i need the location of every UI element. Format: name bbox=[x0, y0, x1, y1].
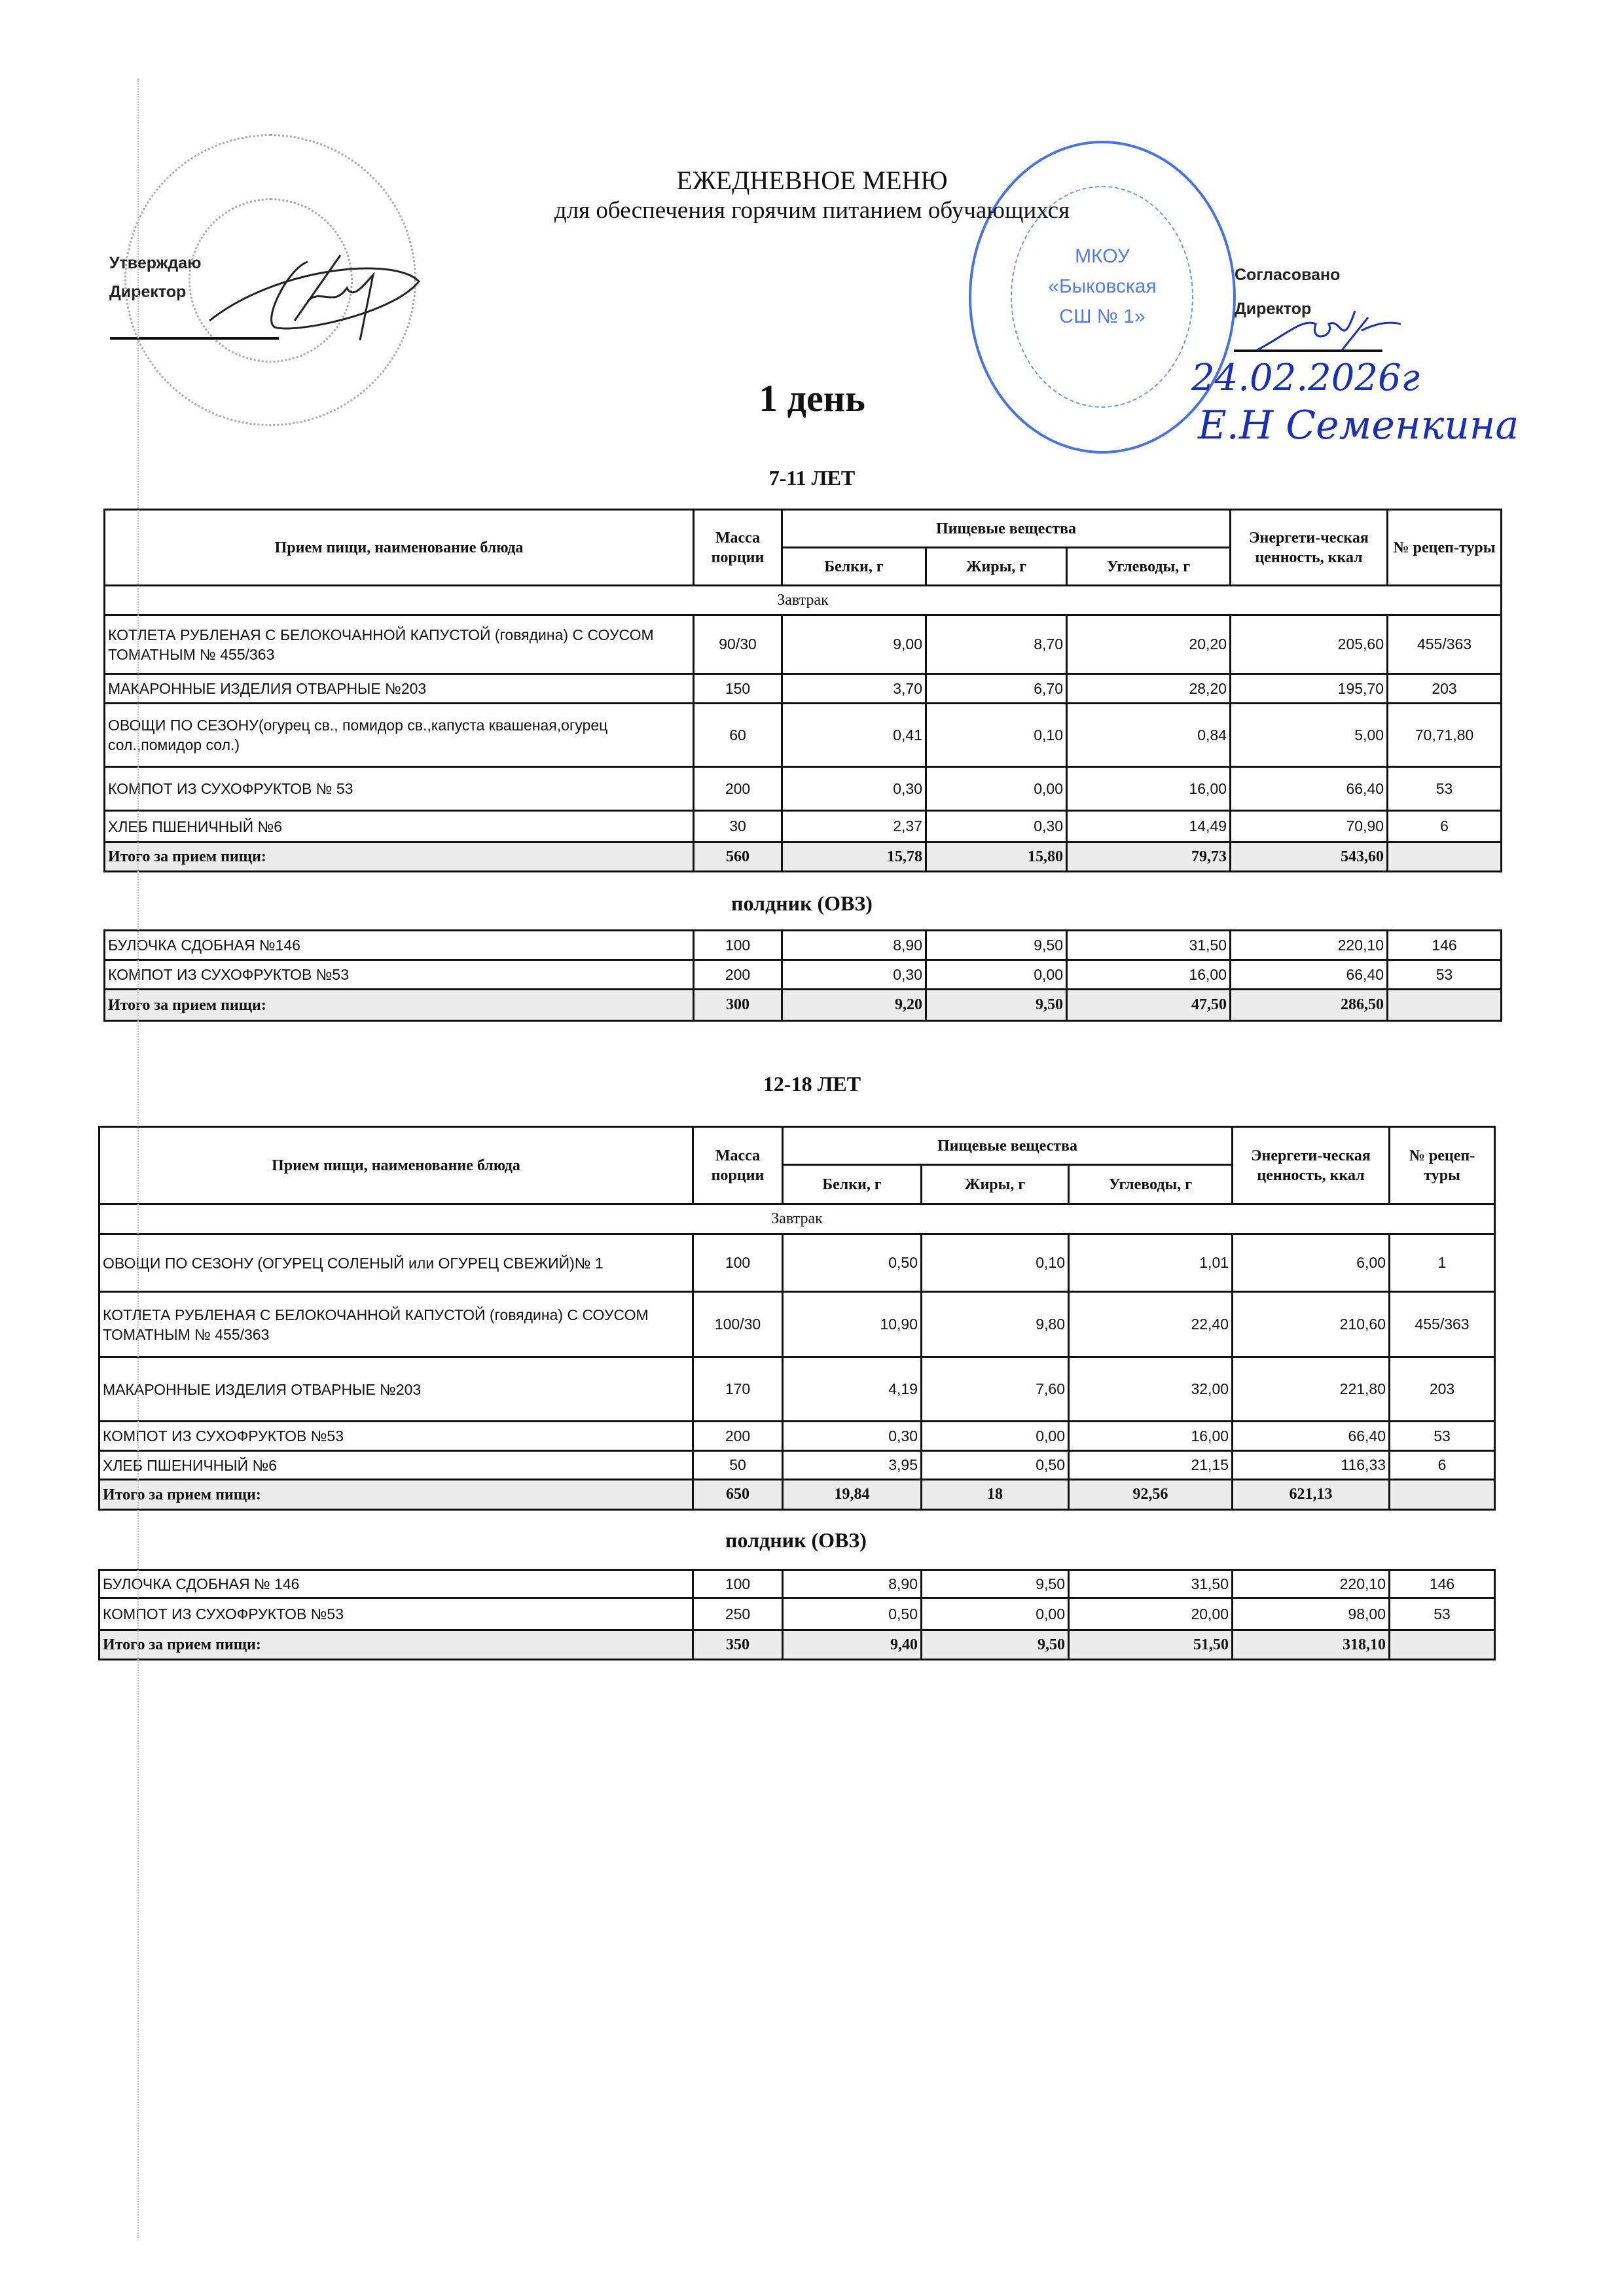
dish-recipe: 146 bbox=[1388, 931, 1502, 960]
dish-energy: 66,40 bbox=[1231, 960, 1388, 990]
dish-fat: 0,00 bbox=[926, 960, 1067, 990]
signature-right-icon bbox=[1244, 304, 1407, 357]
total-protein: 15,78 bbox=[782, 842, 926, 872]
dish-carbs: 32,00 bbox=[1069, 1357, 1233, 1422]
total-label: Итого за прием пищи: bbox=[99, 1480, 693, 1510]
dish-fat: 0,10 bbox=[922, 1234, 1069, 1292]
col-header-mass: Масса порции bbox=[693, 1127, 783, 1204]
dish-fat: 9,80 bbox=[922, 1292, 1069, 1357]
total-recipe bbox=[1388, 990, 1502, 1021]
total-label: Итого за прием пищи: bbox=[105, 990, 694, 1021]
total-label: Итого за прием пищи: bbox=[99, 1630, 693, 1660]
dish-mass: 100 bbox=[693, 1234, 783, 1292]
total-fat: 9,50 bbox=[926, 990, 1067, 1021]
dish-recipe: 70,71,80 bbox=[1388, 704, 1502, 767]
dish-protein: 4,19 bbox=[783, 1357, 922, 1422]
dish-fat: 8,70 bbox=[926, 615, 1067, 674]
dish-recipe: 53 bbox=[1390, 1598, 1495, 1630]
dish-protein: 0,50 bbox=[783, 1234, 922, 1292]
dish-energy: 6,00 bbox=[1233, 1234, 1390, 1292]
dish-energy: 195,70 bbox=[1231, 674, 1388, 704]
snack-table-7-11 bbox=[103, 929, 1502, 1022]
meal-section-breakfast: Завтрак bbox=[105, 586, 1502, 615]
dish-protein: 0,30 bbox=[782, 960, 926, 990]
dish-protein: 9,00 bbox=[782, 615, 926, 674]
table-total-row bbox=[99, 1630, 1495, 1660]
dish-energy: 205,60 bbox=[1231, 615, 1388, 674]
stamp-line-3: СШ № 1» bbox=[1059, 306, 1146, 327]
dish-mass: 60 bbox=[694, 704, 782, 767]
dish-name: ХЛЕБ ПШЕНИЧНЫЙ №6 bbox=[105, 811, 694, 842]
day-heading: 1 день bbox=[759, 377, 865, 420]
dish-mass: 100 bbox=[693, 1570, 783, 1598]
table-row bbox=[105, 767, 1502, 811]
dish-mass: 100/30 bbox=[693, 1292, 783, 1357]
dish-mass: 170 bbox=[693, 1357, 783, 1422]
document-subtitle: для обеспечения горячим питанием обучающихся bbox=[554, 197, 1070, 224]
dish-recipe: 203 bbox=[1388, 674, 1502, 704]
dish-carbs: 20,20 bbox=[1067, 615, 1231, 674]
dish-recipe: 53 bbox=[1390, 1422, 1495, 1451]
dish-fat: 0,00 bbox=[922, 1422, 1069, 1451]
dish-fat: 9,50 bbox=[922, 1570, 1069, 1598]
dish-mass: 150 bbox=[694, 674, 782, 704]
table-row bbox=[105, 704, 1502, 767]
table-row bbox=[105, 674, 1502, 704]
total-protein: 9,40 bbox=[783, 1630, 922, 1660]
total-mass: 560 bbox=[694, 842, 782, 872]
dish-recipe: 53 bbox=[1388, 767, 1502, 811]
col-header-name: Прием пищи, наименование блюда bbox=[105, 510, 694, 586]
agreed-role: Директор bbox=[1235, 300, 1312, 318]
dish-fat: 0,00 bbox=[922, 1598, 1069, 1630]
dish-protein: 0,30 bbox=[783, 1422, 922, 1451]
total-energy: 318,10 bbox=[1233, 1630, 1390, 1660]
col-header-energy: Энергети-ческая ценность, ккал bbox=[1233, 1127, 1390, 1204]
total-recipe bbox=[1390, 1480, 1495, 1510]
dish-recipe: 455/363 bbox=[1390, 1292, 1495, 1357]
col-header-carbs: Углеводы, г bbox=[1069, 1165, 1233, 1204]
col-header-mass: Масса порции bbox=[694, 510, 782, 586]
dish-name: БУЛОЧКА СДОБНАЯ № 146 bbox=[99, 1570, 693, 1598]
total-fat: 18 bbox=[922, 1480, 1069, 1510]
dish-carbs: 16,00 bbox=[1067, 767, 1231, 811]
dish-energy: 98,00 bbox=[1233, 1598, 1390, 1630]
total-label: Итого за прием пищи: bbox=[105, 842, 694, 872]
total-recipe bbox=[1388, 842, 1502, 872]
dish-energy: 66,40 bbox=[1233, 1422, 1390, 1451]
dish-name: КОМПОТ ИЗ СУХОФРУКТОВ №53 bbox=[99, 1598, 693, 1630]
table-total-row bbox=[99, 1480, 1495, 1510]
dish-protein: 10,90 bbox=[783, 1292, 922, 1357]
total-energy: 286,50 bbox=[1231, 990, 1388, 1021]
dish-mass: 200 bbox=[693, 1422, 783, 1451]
dish-energy: 220,10 bbox=[1233, 1570, 1390, 1598]
handwritten-date: 24.02.2026г bbox=[1191, 357, 1420, 399]
approve-label: Утверждаю bbox=[109, 254, 202, 272]
table-row bbox=[105, 811, 1502, 842]
age-group-heading: 12-18 ЛЕТ bbox=[763, 1072, 861, 1096]
snack-table-12-18 bbox=[98, 1569, 1496, 1660]
total-protein: 19,84 bbox=[783, 1480, 922, 1510]
dish-name: ОВОЩИ ПО СЕЗОНУ(огурец св., помидор св.,капуста квашеная,огурец сол.,помидор сол.) bbox=[105, 704, 694, 767]
dish-carbs: 31,50 bbox=[1069, 1570, 1233, 1598]
dish-recipe: 455/363 bbox=[1388, 615, 1502, 674]
total-protein: 9,20 bbox=[782, 990, 926, 1021]
dish-name: КОМПОТ ИЗ СУХОФРУКТОВ № 53 bbox=[105, 767, 694, 811]
total-fat: 15,80 bbox=[926, 842, 1067, 872]
dish-name: КОТЛЕТА РУБЛЕНАЯ С БЕЛОКОЧАННОЙ КАПУСТОЙ (говядина) С СОУСОМ ТОМАТНЫМ № 455/363 bbox=[99, 1292, 693, 1357]
meal-section-breakfast: Завтрак bbox=[99, 1204, 1495, 1234]
dish-recipe: 203 bbox=[1390, 1357, 1495, 1422]
dish-energy: 70,90 bbox=[1231, 811, 1388, 842]
dish-name: ОВОЩИ ПО СЕЗОНУ (ОГУРЕЦ СОЛЕНЫЙ или ОГУРЕЦ СВЕЖИЙ)№ 1 bbox=[99, 1234, 693, 1292]
dish-fat: 7,60 bbox=[922, 1357, 1069, 1422]
handwritten-name: Е.Н Семенкина bbox=[1198, 403, 1519, 448]
table-row bbox=[105, 960, 1502, 990]
table-row bbox=[99, 1570, 1495, 1598]
dish-mass: 90/30 bbox=[694, 615, 782, 674]
dish-name: МАКАРОННЫЕ ИЗДЕЛИЯ ОТВАРНЫЕ №203 bbox=[99, 1357, 693, 1422]
col-header-carbs: Углеводы, г bbox=[1067, 548, 1231, 586]
dish-fat: 0,30 bbox=[926, 811, 1067, 842]
dish-recipe: 146 bbox=[1390, 1570, 1495, 1598]
col-header-protein: Белки, г bbox=[782, 548, 926, 586]
dish-carbs: 21,15 bbox=[1069, 1451, 1233, 1480]
scan-margin-artifact bbox=[137, 79, 139, 2238]
dish-protein: 3,70 bbox=[782, 674, 926, 704]
dish-mass: 250 bbox=[693, 1598, 783, 1630]
dish-mass: 200 bbox=[694, 767, 782, 811]
total-energy: 543,60 bbox=[1231, 842, 1388, 872]
dish-carbs: 20,00 bbox=[1069, 1598, 1233, 1630]
age-group-heading: 7-11 ЛЕТ bbox=[768, 466, 856, 490]
table-total-row bbox=[105, 842, 1502, 872]
dish-carbs: 16,00 bbox=[1067, 960, 1231, 990]
col-header-fat: Жиры, г bbox=[926, 548, 1067, 586]
dish-energy: 221,80 bbox=[1233, 1357, 1390, 1422]
dish-fat: 0,50 bbox=[922, 1451, 1069, 1480]
dish-carbs: 14,49 bbox=[1067, 811, 1231, 842]
table-row bbox=[99, 1357, 1495, 1422]
col-header-recipe: № рецеп-туры bbox=[1390, 1127, 1495, 1204]
table-row bbox=[105, 615, 1502, 674]
dish-fat: 6,70 bbox=[926, 674, 1067, 704]
total-mass: 350 bbox=[693, 1630, 783, 1660]
dish-protein: 8,90 bbox=[782, 931, 926, 960]
dish-recipe: 6 bbox=[1390, 1451, 1495, 1480]
dish-energy: 220,10 bbox=[1231, 931, 1388, 960]
table-total-row bbox=[105, 990, 1502, 1021]
dish-mass: 200 bbox=[694, 960, 782, 990]
dish-fat: 0,00 bbox=[926, 767, 1067, 811]
total-carbs: 47,50 bbox=[1067, 990, 1231, 1021]
col-header-nutrients: Пищевые вещества bbox=[782, 510, 1231, 548]
total-carbs: 79,73 bbox=[1067, 842, 1231, 872]
dish-fat: 9,50 bbox=[926, 931, 1067, 960]
stamp-line-2: «Быковская bbox=[1048, 276, 1157, 297]
col-header-nutrients: Пищевые вещества bbox=[783, 1127, 1233, 1165]
dish-recipe: 1 bbox=[1390, 1234, 1495, 1292]
meal-section-snack: полдник (ОВЗ) bbox=[725, 1528, 867, 1552]
total-recipe bbox=[1390, 1630, 1495, 1660]
dish-name: КОМПОТ ИЗ СУХОФРУКТОВ №53 bbox=[105, 960, 694, 990]
total-energy: 621,13 bbox=[1233, 1480, 1390, 1510]
signature-left-icon bbox=[196, 242, 432, 360]
dish-protein: 8,90 bbox=[783, 1570, 922, 1598]
total-fat: 9,50 bbox=[922, 1630, 1069, 1660]
dish-carbs: 1,01 bbox=[1069, 1234, 1233, 1292]
table-row bbox=[99, 1422, 1495, 1451]
dish-energy: 66,40 bbox=[1231, 767, 1388, 811]
col-header-recipe: № рецеп-туры bbox=[1388, 510, 1502, 586]
col-header-name: Прием пищи, наименование блюда bbox=[99, 1127, 693, 1204]
total-mass: 650 bbox=[693, 1480, 783, 1510]
dish-name: МАКАРОННЫЕ ИЗДЕЛИЯ ОТВАРНЫЕ №203 bbox=[105, 674, 694, 704]
dish-carbs: 0,84 bbox=[1067, 704, 1231, 767]
dish-protein: 2,37 bbox=[782, 811, 926, 842]
table-row bbox=[99, 1598, 1495, 1630]
menu-table-12-18 bbox=[98, 1126, 1496, 1511]
agreed-label: Согласовано bbox=[1235, 266, 1341, 284]
dish-carbs: 31,50 bbox=[1067, 931, 1231, 960]
col-header-energy: Энергети-ческая ценность, ккал bbox=[1231, 510, 1388, 586]
col-header-protein: Белки, г bbox=[783, 1165, 922, 1204]
col-header-fat: Жиры, г bbox=[922, 1165, 1069, 1204]
approve-role: Директор bbox=[109, 283, 187, 301]
table-row bbox=[99, 1234, 1495, 1292]
menu-table-7-11 bbox=[103, 509, 1502, 872]
table-row bbox=[105, 931, 1502, 960]
total-carbs: 92,56 bbox=[1069, 1480, 1233, 1510]
dish-carbs: 16,00 bbox=[1069, 1422, 1233, 1451]
dish-name: КОТЛЕТА РУБЛЕНАЯ С БЕЛОКОЧАННОЙ КАПУСТОЙ (говядина) С СОУСОМ ТОМАТНЫМ № 455/363 bbox=[105, 615, 694, 674]
dish-protein: 0,50 bbox=[783, 1598, 922, 1630]
dish-protein: 0,30 bbox=[782, 767, 926, 811]
stamp-line-1: МКОУ bbox=[1075, 245, 1130, 267]
meal-section-snack: полдник (ОВЗ) bbox=[731, 891, 873, 915]
dish-protein: 3,95 bbox=[783, 1451, 922, 1480]
dish-name: КОМПОТ ИЗ СУХОФРУКТОВ №53 bbox=[99, 1422, 693, 1451]
dish-mass: 50 bbox=[693, 1451, 783, 1480]
dish-carbs: 28,20 bbox=[1067, 674, 1231, 704]
dish-recipe: 53 bbox=[1388, 960, 1502, 990]
dish-mass: 100 bbox=[694, 931, 782, 960]
dish-carbs: 22,40 bbox=[1069, 1292, 1233, 1357]
dish-name: БУЛОЧКА СДОБНАЯ №146 bbox=[105, 931, 694, 960]
dish-fat: 0,10 bbox=[926, 704, 1067, 767]
dish-energy: 5,00 bbox=[1231, 704, 1388, 767]
dish-recipe: 6 bbox=[1388, 811, 1502, 842]
dish-mass: 30 bbox=[694, 811, 782, 842]
dish-energy: 116,33 bbox=[1233, 1451, 1390, 1480]
table-row bbox=[99, 1292, 1495, 1357]
table-row bbox=[99, 1451, 1495, 1480]
dish-protein: 0,41 bbox=[782, 704, 926, 767]
total-carbs: 51,50 bbox=[1069, 1630, 1233, 1660]
dish-energy: 210,60 bbox=[1233, 1292, 1390, 1357]
document-title: ЕЖЕДНЕВНОЕ МЕНЮ bbox=[676, 166, 948, 195]
dish-name: ХЛЕБ ПШЕНИЧНЫЙ №6 bbox=[99, 1451, 693, 1480]
total-mass: 300 bbox=[694, 990, 782, 1021]
